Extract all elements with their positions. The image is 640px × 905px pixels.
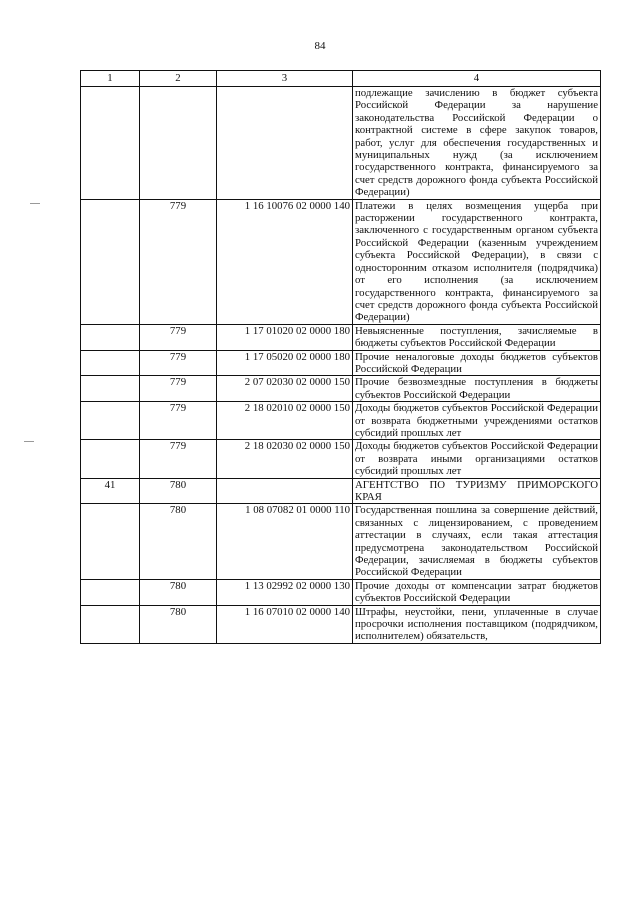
table-cell-c4: Штрафы, неустойки, пени, уплаченные в случае просрочки исполнения поставщиком (подрядчиком, исполнителем) обязательств, (353, 605, 601, 643)
table-body (81, 87, 601, 644)
table-cell-c1 (81, 440, 140, 478)
table-cell-c4: Прочие безвозмездные поступления в бюджеты субъектов Российской Федерации (353, 376, 601, 402)
table-row (81, 87, 601, 200)
table-cell-c3: 2 07 02030 02 0000 150 (217, 376, 353, 402)
table-cell-c1 (81, 376, 140, 402)
table-cell-c4: Государственная пошлина за совершение действий, связанных с лицензированием, с проведением аттестации в случаях, если такая аттестация предусмотрена законодательством Российской Федерации, зачисляемая в бюджеты субъектов Российской Федерации (353, 504, 601, 579)
table-row (81, 478, 601, 504)
table-cell-c3: 1 16 07010 02 0000 140 (217, 605, 353, 643)
table-cell-c3: 1 17 01020 02 0000 180 (217, 324, 353, 350)
table-cell-c2: 779 (140, 376, 217, 402)
table-cell-c2: 780 (140, 504, 217, 579)
revenue-table (80, 70, 601, 644)
table-row (81, 579, 601, 605)
table-row (81, 440, 601, 478)
table-cell-c4: Невыясненные поступления, зачисляемые в бюджеты субъектов Российской Федерации (353, 324, 601, 350)
column-header: 2 (140, 71, 217, 87)
table-cell-c3: 2 18 02030 02 0000 150 (217, 440, 353, 478)
table-cell-c4: Доходы бюджетов субъектов Российской Федерации от возврата иными организациями остатков субсидий прошлых лет (353, 440, 601, 478)
table-cell-c2 (140, 87, 217, 200)
table-cell-c1: 41 (81, 478, 140, 504)
table-cell-c2: 779 (140, 324, 217, 350)
table-cell-c2: 779 (140, 350, 217, 376)
table-cell-c2: 779 (140, 199, 217, 324)
table-cell-c2: 780 (140, 605, 217, 643)
table-row (81, 199, 601, 324)
table-header-row (81, 71, 601, 87)
table-cell-c2: 780 (140, 478, 217, 504)
column-header: 3 (217, 71, 353, 87)
table-cell-c4: подлежащие зачислению в бюджет субъекта Российской Федерации за нарушение законодательства Российской Федерации о контрактной системе в сфере закупок товаров, работ, услуг для обеспечения государственных и муниципальных нужд (за исключением государственного контракта, финансируемого за счет средств дорожного фонда субъекта Российской Федерации) (353, 87, 601, 200)
table-cell-c4: Доходы бюджетов субъектов Российской Федерации от возврата бюджетными учреждениями остатков субсидий прошлых лет (353, 402, 601, 440)
table-cell-c4: Платежи в целях возмещения ущерба при расторжении государственного контракта, заключенного с государственным органом субъекта Российской Федерации (казенным учреждением субъекта Российской Федерации), в связи с односторонним отказом исполнителя (подрядчика) от его исполнения (за исключением государственного контракта, финансируемого за счет средств дорожного фонда субъекта Российской Федерации) (353, 199, 601, 324)
table-cell-c1 (81, 605, 140, 643)
table-cell-c1 (81, 324, 140, 350)
table-cell-c3 (217, 87, 353, 200)
table-cell-c4: Прочие неналоговые доходы бюджетов субъектов Российской Федерации (353, 350, 601, 376)
table-row (81, 350, 601, 376)
table-row (81, 605, 601, 643)
table-cell-c1 (81, 350, 140, 376)
margin-mark (30, 203, 40, 204)
table-cell-c1 (81, 579, 140, 605)
margin-mark (24, 441, 34, 442)
table-row (81, 504, 601, 579)
table-cell-c1 (81, 504, 140, 579)
table-row (81, 324, 601, 350)
table-cell-c4: Прочие доходы от компенсации затрат бюджетов субъектов Российской Федерации (353, 579, 601, 605)
table-cell-c3: 2 18 02010 02 0000 150 (217, 402, 353, 440)
page-number: 84 (314, 40, 326, 52)
table-cell-c2: 779 (140, 440, 217, 478)
table-cell-c4: АГЕНТСТВО ПО ТУРИЗМУ ПРИМОРСКОГО КРАЯ (353, 478, 601, 504)
table-cell-c2: 779 (140, 402, 217, 440)
table-cell-c3: 1 17 05020 02 0000 180 (217, 350, 353, 376)
table-cell-c3: 1 08 07082 01 0000 110 (217, 504, 353, 579)
table-cell-c1 (81, 402, 140, 440)
table-row (81, 402, 601, 440)
table-cell-c1 (81, 199, 140, 324)
table-row (81, 376, 601, 402)
column-header: 4 (353, 71, 601, 87)
table-cell-c3: 1 13 02992 02 0000 130 (217, 579, 353, 605)
table-cell-c2: 780 (140, 579, 217, 605)
table-cell-c1 (81, 87, 140, 200)
column-header: 1 (81, 71, 140, 87)
table-cell-c3: 1 16 10076 02 0000 140 (217, 199, 353, 324)
table-cell-c3 (217, 478, 353, 504)
